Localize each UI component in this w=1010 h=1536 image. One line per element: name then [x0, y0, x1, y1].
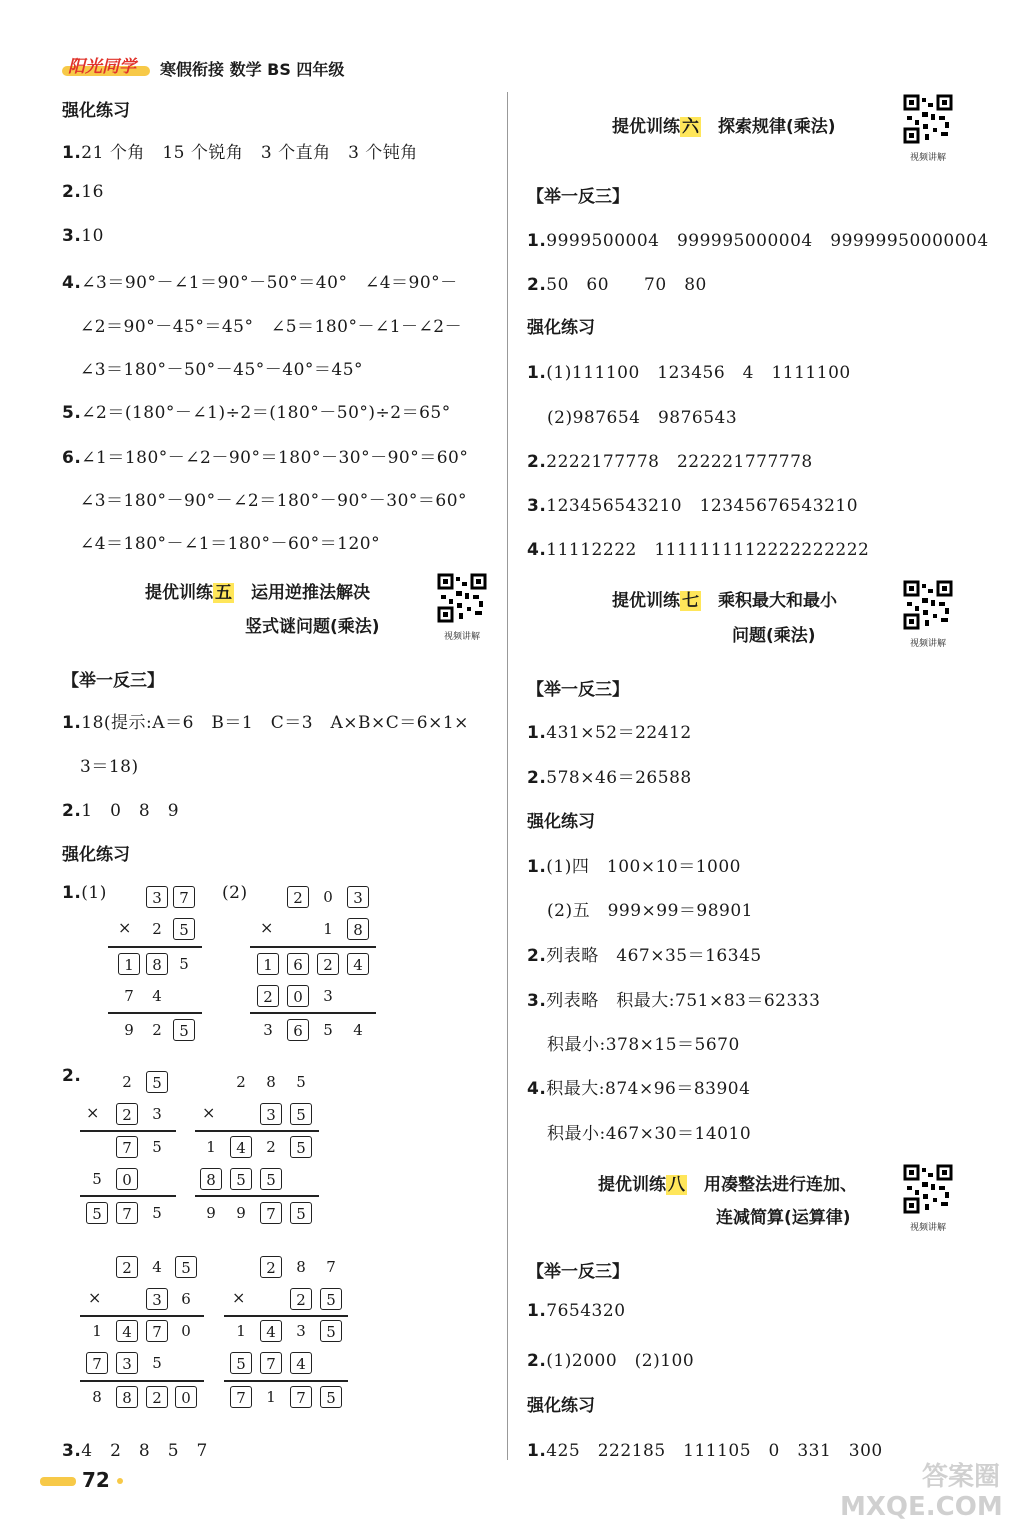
answer-line: 2.列表略 467×35＝16345 — [527, 946, 762, 966]
digit-box: 5 — [230, 1352, 252, 1374]
digit-box: 0 — [175, 1386, 197, 1408]
section-heading: 【举一反三】 — [527, 187, 629, 207]
section-heading: 强化练习 — [527, 318, 595, 338]
page-number-dot — [117, 1478, 123, 1484]
section-title-7-line2: 问题(乘法) — [732, 626, 816, 646]
multiply-sign: × — [118, 918, 132, 937]
digit-box: 7 — [116, 1202, 138, 1224]
problem-subnumber: (2) — [222, 883, 248, 903]
multiply-sign: × — [202, 1103, 216, 1122]
rule — [80, 1195, 176, 1197]
answer-line: 4.11112222 1111111112222222222 — [527, 540, 870, 560]
page-number: 72 — [82, 1468, 110, 1492]
answer-line: 3.4 2 8 5 7 — [62, 1441, 208, 1461]
digit: 2 — [266, 1138, 276, 1156]
digit-box: 5 — [290, 1103, 312, 1125]
answer-line: 3.10 — [62, 226, 104, 246]
qr-code-icon[interactable] — [903, 1164, 953, 1214]
section-heading: 强化练习 — [527, 1396, 595, 1416]
digit-box: 7 — [260, 1202, 282, 1224]
section-title-7: 提优训练 七 乘积最大和最小 — [612, 591, 837, 611]
digit: 7 — [326, 1258, 336, 1276]
digit: 9 — [206, 1204, 216, 1222]
section-heading: 强化练习 — [62, 101, 130, 121]
digit-box: 7 — [146, 1320, 168, 1342]
rule — [80, 1380, 204, 1382]
digit-box: 6 — [287, 1019, 309, 1041]
section-heading: 【举一反三】 — [62, 671, 164, 691]
digit-box: 3 — [347, 886, 369, 908]
rule — [224, 1380, 348, 1382]
digit: 3 — [263, 1021, 273, 1039]
digit: 4 — [152, 987, 162, 1005]
digit: 3 — [296, 1322, 306, 1340]
answer-line: 2.1 0 8 9 — [62, 801, 180, 821]
digit-box: 2 — [287, 886, 309, 908]
section-title-5: 提优训练 五 运用逆推法解决 — [145, 583, 370, 603]
answer-line: 3.列表略 积最大:751×83＝62333 — [527, 991, 821, 1011]
digit-box: 2 — [317, 953, 339, 975]
digit: 8 — [92, 1388, 102, 1406]
digit: 0 — [181, 1322, 191, 1340]
brand-logo — [62, 52, 152, 78]
digit-box: 7 — [86, 1352, 108, 1374]
answer-line: 1.9999500004 999995000004 99999950000004 — [527, 231, 989, 251]
digit-box: 2 — [146, 1386, 168, 1408]
digit: 5 — [92, 1170, 102, 1188]
digit-box: 1 — [118, 953, 140, 975]
section-title-8: 提优训练 八 用凑整法进行连加、 — [598, 1175, 857, 1195]
multiply-sign: × — [88, 1288, 102, 1307]
answer-line: 2.16 — [62, 182, 104, 202]
multiply-sign: × — [232, 1288, 246, 1307]
digit-box: 2 — [116, 1103, 138, 1125]
digit: 5 — [296, 1073, 306, 1091]
answer-line: ∠3＝180°－90°－∠2＝180°－90°－30°＝60° — [80, 491, 468, 511]
answer-line: 2.2222177778 222221777778 — [527, 452, 813, 472]
answer-line: 3.123456543210 12345676543210 — [527, 496, 859, 516]
qr-caption: 视频讲解 — [443, 632, 480, 642]
digit-box: 5 — [146, 1071, 168, 1093]
answer-line: 1.431×52＝22412 — [527, 723, 692, 743]
page-number-bar — [40, 1477, 76, 1486]
qr-code-icon[interactable] — [903, 580, 953, 630]
answer-line: 5.∠2＝(180°－∠1)÷2＝(180°－50°)÷2＝65° — [62, 403, 451, 423]
answer-line: (2)五 999×99＝98901 — [547, 901, 753, 921]
answer-line: 1.(1)111100 123456 4 1111100 — [527, 363, 851, 383]
digit: 1 — [92, 1322, 102, 1340]
digit-box: 6 — [287, 953, 309, 975]
digit: 5 — [152, 1354, 162, 1372]
digit-box: 5 — [230, 1168, 252, 1190]
digit-box: 8 — [347, 918, 369, 940]
digit: 1 — [266, 1388, 276, 1406]
answer-line: 1.(1)四 100×10＝1000 — [527, 857, 741, 877]
answer-line: 4.积最大:874×96＝83904 — [527, 1079, 751, 1099]
digit-box: 5 — [320, 1320, 342, 1342]
digit: 2 — [236, 1073, 246, 1091]
answer-line: 1.7654320 — [527, 1301, 626, 1321]
section-heading: 强化练习 — [62, 845, 130, 865]
digit-box: 2 — [116, 1256, 138, 1278]
digit-box: 3 — [260, 1103, 282, 1125]
qr-caption: 视频讲解 — [909, 153, 946, 163]
digit: 1 — [323, 920, 333, 938]
rule — [80, 1130, 176, 1132]
digit-box: 4 — [260, 1320, 282, 1342]
section-heading: 强化练习 — [527, 812, 595, 832]
digit-box: 7 — [230, 1386, 252, 1408]
qr-code-icon[interactable] — [903, 94, 953, 144]
digit: 5 — [179, 955, 189, 973]
answer-line: ∠3＝180°－50°－45°－40°＝45° — [80, 360, 364, 380]
digit-box: 5 — [290, 1202, 312, 1224]
digit-box: 7 — [290, 1386, 312, 1408]
digit-box: 1 — [257, 953, 279, 975]
rule — [250, 946, 376, 948]
digit-box: 8 — [116, 1386, 138, 1408]
answer-line: ∠2＝90°－45°＝45° ∠5＝180°－∠1－∠2－ — [80, 317, 463, 337]
digit-box: 7 — [260, 1352, 282, 1374]
section-title-8-line2: 连减简算(运算律) — [716, 1208, 851, 1228]
digit-box: 5 — [320, 1386, 342, 1408]
answer-line: ∠4＝180°－∠1＝180°－60°＝120° — [80, 534, 381, 554]
section-title-6: 提优训练 六 探索规律(乘法) — [612, 117, 836, 137]
digit: 4 — [353, 1021, 363, 1039]
digit-box: 3 — [146, 886, 168, 908]
digit: 7 — [124, 987, 134, 1005]
digit-box: 5 — [86, 1202, 108, 1224]
answer-line: 4.∠3＝90°－∠1＝90°－50°＝40° ∠4＝90°－ — [62, 273, 458, 293]
digit: 1 — [206, 1138, 216, 1156]
digit-box: 4 — [347, 953, 369, 975]
answer-line: 2.(1)2000 (2)100 — [527, 1351, 695, 1371]
digit-box: 5 — [175, 1256, 197, 1278]
answer-line: 2.50 60 70 80 — [527, 275, 707, 295]
rule — [195, 1130, 319, 1132]
column-divider — [507, 92, 508, 1460]
digit: 3 — [323, 987, 333, 1005]
digit-box: 5 — [320, 1288, 342, 1310]
problem-number: 2. — [62, 1066, 82, 1086]
rule — [108, 1012, 202, 1014]
problem-number: 1.(1) — [62, 883, 107, 903]
answer-line: 1.18(提示:A＝6 B＝1 C＝3 A×B×C＝6×1× — [62, 713, 469, 733]
digit: 8 — [296, 1258, 306, 1276]
digit: 4 — [152, 1258, 162, 1276]
brand-text: 阳光同学 — [68, 57, 136, 77]
multiply-sign: × — [86, 1103, 100, 1122]
rule — [108, 946, 202, 948]
digit-box: 5 — [260, 1168, 282, 1190]
digit-box: 8 — [146, 953, 168, 975]
answer-line: 3＝18) — [80, 757, 139, 777]
header-title: 寒假衔接 数学 BS 四年级 — [160, 60, 345, 79]
rule — [80, 1315, 204, 1317]
digit-box: 2 — [290, 1288, 312, 1310]
digit: 5 — [323, 1021, 333, 1039]
digit: 0 — [323, 888, 333, 906]
answer-line: 2.578×46＝26588 — [527, 768, 692, 788]
digit: 9 — [124, 1021, 134, 1039]
digit: 6 — [181, 1290, 191, 1308]
section-heading: 【举一反三】 — [527, 1262, 629, 1282]
rule — [195, 1195, 319, 1197]
digit-box: 5 — [173, 918, 195, 940]
answer-line: 6.∠1＝180°－∠2－90°＝180°－30°－90°＝60° — [62, 448, 469, 468]
rule — [224, 1315, 348, 1317]
digit: 5 — [152, 1204, 162, 1222]
digit-box: 7 — [173, 886, 195, 908]
digit-box: 4 — [230, 1136, 252, 1158]
multiply-sign: × — [260, 918, 274, 937]
digit: 5 — [152, 1138, 162, 1156]
digit: 8 — [266, 1073, 276, 1091]
digit-box: 4 — [290, 1352, 312, 1374]
digit-box: 4 — [116, 1320, 138, 1342]
digit: 1 — [236, 1322, 246, 1340]
digit: 2 — [152, 1021, 162, 1039]
digit-box: 0 — [287, 985, 309, 1007]
digit: 2 — [122, 1073, 132, 1091]
digit-box: 7 — [116, 1136, 138, 1158]
section-title-5-line2: 竖式谜问题(乘法) — [245, 617, 380, 637]
qr-caption: 视频讲解 — [909, 1223, 946, 1233]
digit-box: 5 — [290, 1136, 312, 1158]
rule — [250, 1012, 376, 1014]
digit-box: 8 — [200, 1168, 222, 1190]
digit: 3 — [152, 1105, 162, 1123]
answer-line: 积最小:378×15＝5670 — [547, 1035, 740, 1055]
digit-box: 2 — [260, 1256, 282, 1278]
qr-code-icon[interactable] — [437, 573, 487, 623]
answer-line: (2)987654 9876543 — [547, 408, 738, 428]
digit-box: 2 — [257, 985, 279, 1007]
digit-box: 3 — [146, 1288, 168, 1310]
digit-box: 5 — [173, 1019, 195, 1041]
watermark: 答案圈 MXQE.COM — [840, 1462, 1003, 1522]
digit: 9 — [236, 1204, 246, 1222]
section-heading: 【举一反三】 — [527, 680, 629, 700]
answer-line: 积最小:467×30＝14010 — [547, 1124, 752, 1144]
answer-line: 1.21 个角 15 个锐角 3 个直角 3 个钝角 — [62, 143, 418, 163]
digit-box: 3 — [116, 1352, 138, 1374]
qr-caption: 视频讲解 — [909, 639, 946, 649]
digit-box: 0 — [116, 1168, 138, 1190]
digit: 2 — [152, 920, 162, 938]
answer-line: 1.425 222185 111105 0 331 300 — [527, 1441, 883, 1461]
